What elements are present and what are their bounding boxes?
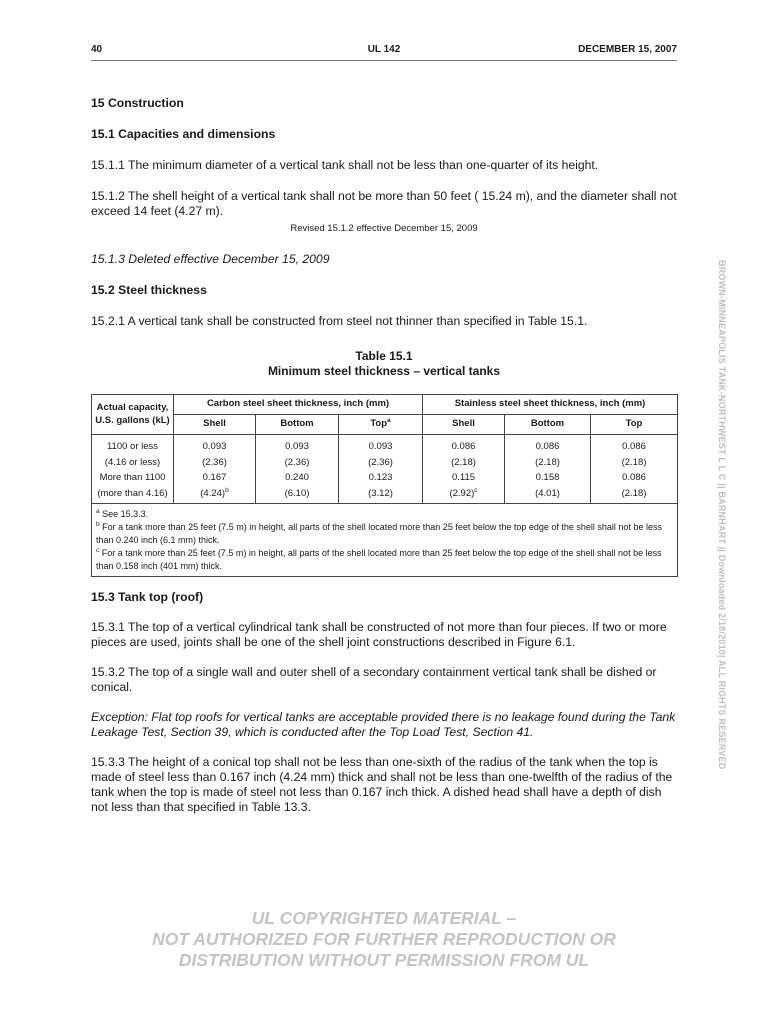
stainless-top-header: Top [591,415,678,435]
header-rule [91,60,677,61]
copyright-notice [91,908,677,971]
carbon-shell-header: Shell [174,415,256,435]
stainless-steel-header: Stainless steel sheet thickness, inch (mm) [423,395,678,415]
stainless-shell-cell: 0.086 (2.18) 0.115 $(2.92)^c$ [423,435,505,504]
copyright-line-3: DISTRIBUTION WITHOUT PERMISSION FROM UL [178,950,590,970]
footnote-b: $^b$ For a tank more than 25 feet (7.5 m) in height, all parts of the shell located more than 25 feet below the top edge of the shell shall not be less than 0.240 inch (6.1 mm) thick. [96,521,662,545]
revision-note: Revised 15.1.2 effective December 15, 2009 [290,223,478,234]
carbon-steel-header: Carbon steel sheet thickness, inch (mm) [174,395,423,415]
table-row [92,435,678,504]
stainless-bottom-header: Bottom [505,415,591,435]
copyright-line-2: NOT AUTHORIZED FOR FURTHER REPRODUCTION OR [152,929,616,949]
paragraph-15-3-3: 15.3.3 The height of a conical top shall not be less than one-sixth of the radius of the tank when the top is made of steel less than 0.167 inch (4.24 mm) thick and shall not be less than one-twelfth of the radius of the tank when the top is made of steel not less than 0.167 inch thick. A dished head shall have a depth of dish not less than that specified in Table 13.3. [91,755,673,814]
paragraph-15-1-2: 15.1.2 The shell height of a vertical tank shall not be more than 50 feet ( 15.24 m), and the diameter shall not exceed 14 feet (4.27 m). [91,189,677,218]
copyright-line-1: UL COPYRIGHTED MATERIAL – [251,908,517,928]
paragraph-15-2-1: 15.2.1 A vertical tank shall be constructed from steel not thinner than specified in Table 15.1. [91,314,588,328]
capacity-cell: 1100 or less (4.16 or less) More than 1100 (more than 4.16) [92,435,174,504]
paragraph-15-3-2: 15.3.2 The top of a single wall and outer shell of a secondary containment vertical tank shall be dished or conical. [91,665,657,694]
table-footnotes [92,504,678,577]
capacity-header: Actual capacity, U.S. gallons (kL) [92,395,174,435]
stainless-bottom-cell: 0.086 (2.18) 0.158 (4.01) [505,435,591,504]
table-caption-number: Table 15.1 [355,349,413,363]
carbon-shell-cell: 0.093 (2.36) 0.167 $(4.24)^b$ [174,435,256,504]
paragraph-15-1-1: 15.1.1 The minimum diameter of a vertical tank shall not be less than one-quarter of its height. [91,158,599,172]
section-15-heading: 15 Construction [91,96,184,110]
carbon-bottom-header: Bottom [256,415,339,435]
paragraph-15-1-3: 15.1.3 Deleted effective December 15, 2009 [91,252,330,266]
steel-thickness-table [91,394,678,577]
page-number: 40 [91,44,103,55]
carbon-top-header: Top$^a$ [339,415,423,435]
stainless-top-cell: 0.086 (2.18) 0.086 (2.18) [591,435,678,504]
header-date: DECEMBER 15, 2007 [578,44,677,55]
section-15-2-heading: 15.2 Steel thickness [91,283,207,297]
carbon-bottom-cell: 0.093 (2.36) 0.240 (6.10) [256,435,339,504]
section-15-1-heading: 15.1 Capacities and dimensions [91,127,276,141]
carbon-top-cell: 0.093 (2.36) 0.123 (3.12) [339,435,423,504]
paragraph-15-3-1: 15.3.1 The top of a vertical cylindrical tank shall be constructed of not more than four pieces. If two or more pieces are used, joints shall be one of the shell joint constructions described in Figure 6.1. [91,620,667,649]
stainless-shell-header: Shell [423,415,505,435]
footnote-c: $^c$ For a tank more than 25 feet (7.5 m) in height, all parts of the shell located more than 25 feet below the top edge of the shell shall not be less than 0.158 inch (401 mm) thick. [96,547,662,571]
document-body [91,96,677,815]
download-watermark: BROWN-MINNEAPOLIS TANK-NORTHWEST L L C || BARNHART || Downloaded 2/18/2010| ALL RIGHTS RESERVED [717,260,727,770]
section-15-3-heading: 15.3 Tank top (roof) [91,590,204,604]
exception-paragraph: Exception: Flat top roofs for vertical tanks are acceptable provided there is no leakage found during the Tank Leakage Test, Section 39, which is conducted after the Top Load Test, Section 41. [91,710,676,739]
footnote-a: $^a$ See 15.3.3. [96,508,149,519]
standard-name: UL 142 [367,44,401,55]
table-caption-title: Minimum steel thickness – vertical tanks [267,364,501,378]
